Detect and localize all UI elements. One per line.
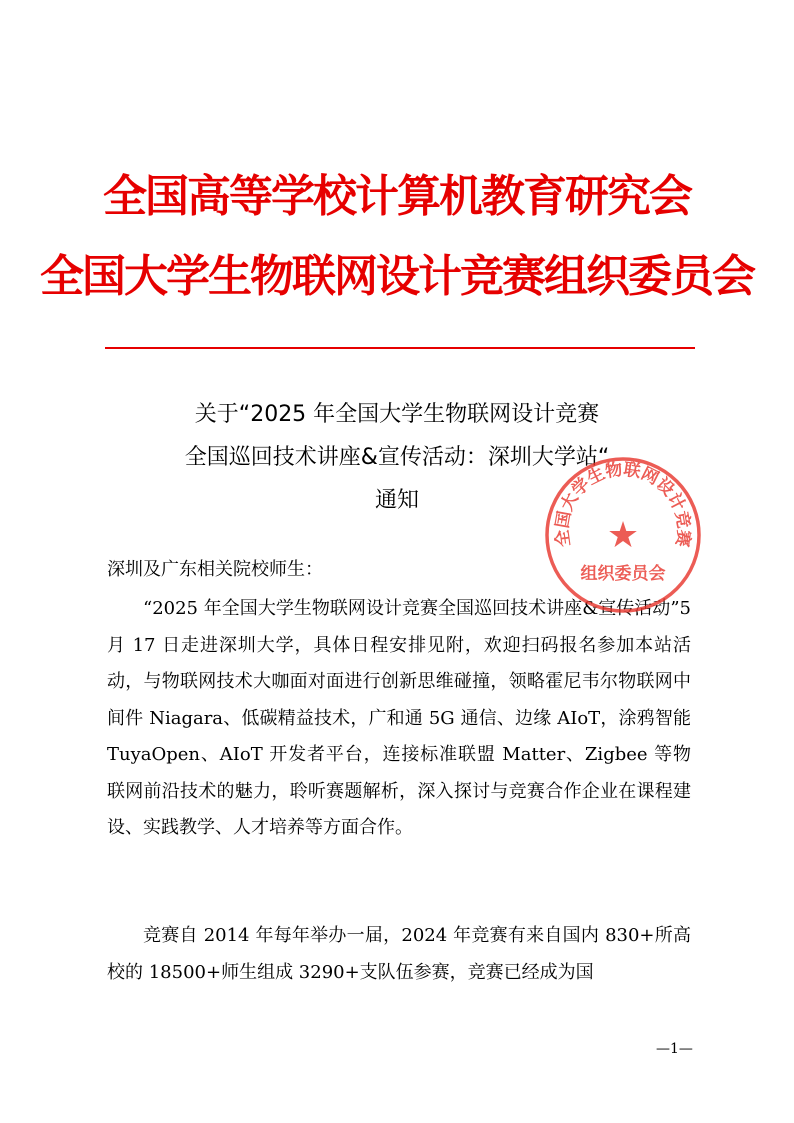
- org-name-iot-competition-committee: 全国大学生物联网设计竞赛组织委员会: [40, 251, 754, 302]
- notice-title-line3: 通知: [374, 488, 419, 513]
- salutation: 深圳及广东相关院校师生：: [107, 559, 323, 580]
- notice-title-line1: 关于“2025 年全国大学生物联网设计竞赛: [194, 402, 600, 427]
- seal-arc-text: 全国大学生物联网设计竞赛: [552, 459, 694, 549]
- header-divider: [105, 347, 695, 349]
- body-paragraph-1: “2025 年全国大学生物联网设计竞赛全国巡回技术讲座&宣传活动”5 月 17 日走进深圳大学，具体日程安排见附，欢迎扫码报名参加本站活动，与物联网技术大咖面对面进行创新思维碰撞，领略霍尼韦尔物联网中间件 Niagara、低碳精益技术，广和通 5G 通信、边缘 AIoT，涂鸦智能 TuyaOpen、AIoT 开发者平台，连接标准联盟 Matter、Zigbee 等物联网前沿技术的魅力，聆听赛题解析，深入探讨与竞赛合作企业在课程建设、实践教学、人才培养等方面合作。: [107, 598, 691, 838]
- page-number: —1—: [656, 1041, 693, 1057]
- org-name-computer-education-society: 全国高等学校计算机教育研究会: [103, 171, 691, 222]
- notice-title-line2: 全国巡回技术讲座&宣传活动：深圳大学站“: [184, 445, 610, 470]
- official-seal: [543, 455, 703, 615]
- seal-bottom-text: 组织委员会: [580, 564, 666, 584]
- body-paragraph-2: 竞赛自 2014 年每年举办一届，2024 年竞赛有来自国内 830+所高校的 18500+师生组成 3290+支队伍参赛，竞赛已经成为国: [107, 925, 691, 983]
- seal-star-icon: ★: [606, 515, 640, 556]
